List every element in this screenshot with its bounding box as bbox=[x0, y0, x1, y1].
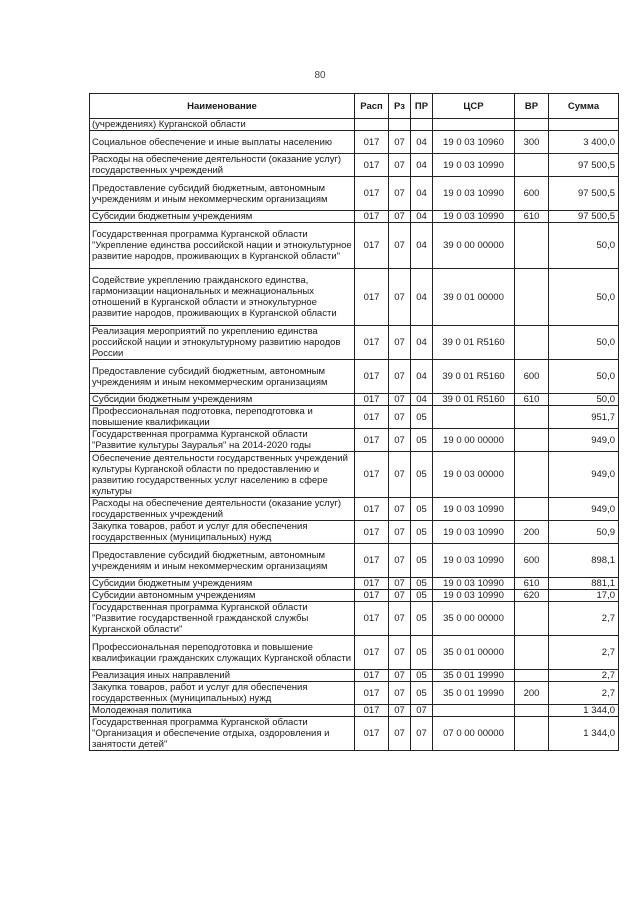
row-csr bbox=[433, 406, 515, 429]
row-name: Реализация иных направлений bbox=[90, 670, 355, 682]
row-vr bbox=[515, 429, 549, 452]
table-row bbox=[90, 590, 619, 602]
row-rasp: 017 bbox=[355, 131, 389, 154]
row-sum: 97 500,5 bbox=[549, 154, 619, 177]
row-pr: 05 bbox=[411, 452, 433, 498]
table-row bbox=[90, 154, 619, 177]
row-sum: 2,7 bbox=[549, 602, 619, 636]
row-rz: 07 bbox=[389, 544, 411, 578]
row-sum: 3 400,0 bbox=[549, 131, 619, 154]
row-csr: 19 0 03 10990 bbox=[433, 544, 515, 578]
row-pr: 07 bbox=[411, 717, 433, 751]
table-row bbox=[90, 670, 619, 682]
row-rz: 07 bbox=[389, 131, 411, 154]
row-csr: 19 0 03 10990 bbox=[433, 177, 515, 211]
row-name: Профессиональная подготовка, переподготовка и повышение квалификации bbox=[90, 406, 355, 429]
row-rz: 07 bbox=[389, 717, 411, 751]
row-sum: 50,0 bbox=[549, 326, 619, 360]
row-pr: 05 bbox=[411, 682, 433, 705]
row-sum: 2,7 bbox=[549, 636, 619, 670]
row-pr: 05 bbox=[411, 602, 433, 636]
row-sum: 2,7 bbox=[549, 670, 619, 682]
row-rz: 07 bbox=[389, 177, 411, 211]
row-vr bbox=[515, 717, 549, 751]
row-rasp: 017 bbox=[355, 406, 389, 429]
row-csr: 19 0 03 10990 bbox=[433, 590, 515, 602]
row-vr bbox=[515, 602, 549, 636]
row-rasp: 017 bbox=[355, 602, 389, 636]
table-row bbox=[90, 498, 619, 521]
row-rasp: 017 bbox=[355, 326, 389, 360]
row-vr bbox=[515, 670, 549, 682]
row-rasp: 017 bbox=[355, 211, 389, 223]
row-csr: 35 0 01 00000 bbox=[433, 636, 515, 670]
row-sum: 97 500,5 bbox=[549, 177, 619, 211]
row-vr bbox=[515, 406, 549, 429]
table-row bbox=[90, 717, 619, 751]
row-vr: 600 bbox=[515, 360, 549, 394]
row-pr: 05 bbox=[411, 498, 433, 521]
header-rz: Рз bbox=[389, 94, 411, 119]
row-sum: 50,0 bbox=[549, 394, 619, 406]
row-name: Субсидии бюджетным учреждениям bbox=[90, 394, 355, 406]
row-name: Государственная программа Курганской области "Развитие государственной гражданской службы Курганской области" bbox=[90, 602, 355, 636]
row-rasp bbox=[355, 119, 389, 131]
row-rasp: 017 bbox=[355, 360, 389, 394]
row-rz: 07 bbox=[389, 223, 411, 269]
table-row bbox=[90, 131, 619, 154]
row-sum: 50,0 bbox=[549, 223, 619, 269]
row-name: Предоставление субсидий бюджетным, автономным учреждениям и иным некоммерческим организациям bbox=[90, 544, 355, 578]
row-sum: 17,0 bbox=[549, 590, 619, 602]
row-rasp: 017 bbox=[355, 498, 389, 521]
row-rasp: 017 bbox=[355, 578, 389, 590]
row-rasp: 017 bbox=[355, 636, 389, 670]
row-rz: 07 bbox=[389, 211, 411, 223]
row-csr: 39 0 00 00000 bbox=[433, 223, 515, 269]
row-name: Реализация мероприятий по укреплению единства российской нации и этнокультурному развитию народов России bbox=[90, 326, 355, 360]
row-vr bbox=[515, 326, 549, 360]
row-sum: 50,9 bbox=[549, 521, 619, 544]
row-name: Расходы на обеспечение деятельности (оказание услуг) государственных учреждений bbox=[90, 154, 355, 177]
row-vr bbox=[515, 119, 549, 131]
table-row bbox=[90, 452, 619, 498]
row-csr: 19 0 03 10990 bbox=[433, 498, 515, 521]
row-sum: 50,0 bbox=[549, 269, 619, 326]
row-pr: 05 bbox=[411, 406, 433, 429]
header-rasp: Расп bbox=[355, 94, 389, 119]
row-csr: 19 0 00 00000 bbox=[433, 429, 515, 452]
row-sum: 97 500,5 bbox=[549, 211, 619, 223]
table-row bbox=[90, 578, 619, 590]
row-name: Субсидии бюджетным учреждениям bbox=[90, 578, 355, 590]
row-vr bbox=[515, 452, 549, 498]
row-name: Обеспечение деятельности государственных учреждений культуры Курганской области по предоставлению и развитию государственных услуг населению в сфере культуры bbox=[90, 452, 355, 498]
row-sum: 881,1 bbox=[549, 578, 619, 590]
row-rz: 07 bbox=[389, 670, 411, 682]
header-name: Наименование bbox=[90, 94, 355, 119]
row-pr: 04 bbox=[411, 326, 433, 360]
row-pr: 07 bbox=[411, 705, 433, 717]
row-name: (учреждениях) Курганской области bbox=[90, 119, 355, 131]
row-rz: 07 bbox=[389, 682, 411, 705]
row-rasp: 017 bbox=[355, 544, 389, 578]
row-rz: 07 bbox=[389, 498, 411, 521]
header-pr: ПР bbox=[411, 94, 433, 119]
header-vr: ВР bbox=[515, 94, 549, 119]
row-rasp: 017 bbox=[355, 670, 389, 682]
row-csr bbox=[433, 705, 515, 717]
row-pr: 05 bbox=[411, 590, 433, 602]
row-name: Субсидии автономным учреждениям bbox=[90, 590, 355, 602]
row-rasp: 017 bbox=[355, 717, 389, 751]
row-rz: 07 bbox=[389, 578, 411, 590]
row-pr: 05 bbox=[411, 636, 433, 670]
row-pr: 04 bbox=[411, 269, 433, 326]
row-name: Государственная программа Курганской области "Организация и обеспечение отдыха, оздоровления и занятости детей" bbox=[90, 717, 355, 751]
row-name: Предоставление субсидий бюджетным, автономным учреждениям и иным некоммерческим организациям bbox=[90, 360, 355, 394]
row-name: Субсидии бюджетным учреждениям bbox=[90, 211, 355, 223]
row-rz: 07 bbox=[389, 269, 411, 326]
table-row bbox=[90, 326, 619, 360]
row-vr: 200 bbox=[515, 682, 549, 705]
row-rz bbox=[389, 119, 411, 131]
row-sum: 951,7 bbox=[549, 406, 619, 429]
row-rz: 07 bbox=[389, 636, 411, 670]
row-rasp: 017 bbox=[355, 154, 389, 177]
row-csr: 19 0 03 00000 bbox=[433, 452, 515, 498]
row-sum: 949,0 bbox=[549, 429, 619, 452]
row-rasp: 017 bbox=[355, 590, 389, 602]
row-csr: 07 0 00 00000 bbox=[433, 717, 515, 751]
row-vr: 610 bbox=[515, 394, 549, 406]
table-row bbox=[90, 544, 619, 578]
row-name: Молодежная политика bbox=[90, 705, 355, 717]
row-vr bbox=[515, 636, 549, 670]
row-vr: 610 bbox=[515, 578, 549, 590]
row-vr bbox=[515, 498, 549, 521]
row-rz: 07 bbox=[389, 590, 411, 602]
row-rasp: 017 bbox=[355, 177, 389, 211]
table-row bbox=[90, 269, 619, 326]
row-name: Государственная программа Курганской области "Укрепление единства российской нации и этнокультурное развитие народов, проживающих в Курганской области" bbox=[90, 223, 355, 269]
row-vr: 600 bbox=[515, 544, 549, 578]
table-row bbox=[90, 602, 619, 636]
row-pr: 04 bbox=[411, 131, 433, 154]
table-header-row bbox=[90, 94, 619, 119]
header-sum: Сумма bbox=[549, 94, 619, 119]
header-csr: ЦСР bbox=[433, 94, 515, 119]
row-csr bbox=[433, 119, 515, 131]
row-sum: 949,0 bbox=[549, 498, 619, 521]
row-vr bbox=[515, 269, 549, 326]
row-rasp: 017 bbox=[355, 269, 389, 326]
row-pr: 04 bbox=[411, 223, 433, 269]
row-vr bbox=[515, 223, 549, 269]
row-csr: 35 0 01 19990 bbox=[433, 682, 515, 705]
row-csr: 39 0 01 R5160 bbox=[433, 394, 515, 406]
row-csr: 19 0 03 10990 bbox=[433, 154, 515, 177]
budget-table bbox=[89, 93, 619, 751]
table-row bbox=[90, 360, 619, 394]
row-name: Государственная программа Курганской области "Развитие культуры Зауралья" на 2014-2020 годы bbox=[90, 429, 355, 452]
row-vr: 300 bbox=[515, 131, 549, 154]
row-rz: 07 bbox=[389, 394, 411, 406]
row-csr: 35 0 00 00000 bbox=[433, 602, 515, 636]
row-pr: 05 bbox=[411, 544, 433, 578]
row-name: Профессиональная переподготовка и повышение квалификации гражданских служащих Курганской области bbox=[90, 636, 355, 670]
row-pr: 04 bbox=[411, 211, 433, 223]
row-rz: 07 bbox=[389, 429, 411, 452]
row-rasp: 017 bbox=[355, 223, 389, 269]
row-rz: 07 bbox=[389, 406, 411, 429]
row-sum: 898,1 bbox=[549, 544, 619, 578]
row-sum: 1 344,0 bbox=[549, 705, 619, 717]
table-row bbox=[90, 705, 619, 717]
row-vr: 620 bbox=[515, 590, 549, 602]
row-vr: 600 bbox=[515, 177, 549, 211]
row-rasp: 017 bbox=[355, 682, 389, 705]
row-pr: 04 bbox=[411, 154, 433, 177]
row-rasp: 017 bbox=[355, 452, 389, 498]
row-vr: 610 bbox=[515, 211, 549, 223]
row-rasp: 017 bbox=[355, 429, 389, 452]
row-vr: 200 bbox=[515, 521, 549, 544]
row-name: Социальное обеспечение и иные выплаты населению bbox=[90, 131, 355, 154]
row-sum bbox=[549, 119, 619, 131]
table-row bbox=[90, 682, 619, 705]
row-sum: 949,0 bbox=[549, 452, 619, 498]
row-csr: 19 0 03 10990 bbox=[433, 521, 515, 544]
row-pr: 05 bbox=[411, 578, 433, 590]
row-csr: 39 0 01 R5160 bbox=[433, 360, 515, 394]
row-pr bbox=[411, 119, 433, 131]
table-row bbox=[90, 119, 619, 131]
row-rz: 07 bbox=[389, 521, 411, 544]
row-name: Закупка товаров, работ и услуг для обеспечения государственных (муниципальных) нужд bbox=[90, 521, 355, 544]
row-pr: 05 bbox=[411, 670, 433, 682]
row-csr: 35 0 01 19990 bbox=[433, 670, 515, 682]
row-csr: 19 0 03 10990 bbox=[433, 578, 515, 590]
row-rz: 07 bbox=[389, 452, 411, 498]
row-rz: 07 bbox=[389, 360, 411, 394]
row-name: Расходы на обеспечение деятельности (оказание услуг) государственных учреждений bbox=[90, 498, 355, 521]
table-row bbox=[90, 429, 619, 452]
row-rasp: 017 bbox=[355, 394, 389, 406]
row-name: Содействие укреплению гражданского единства, гармонизации национальных и межнациональных отношений в Курганской области и этнокультурное развитие народов, проживающих в Курганской области bbox=[90, 269, 355, 326]
row-pr: 04 bbox=[411, 394, 433, 406]
row-sum: 2,7 bbox=[549, 682, 619, 705]
table-row bbox=[90, 177, 619, 211]
row-sum: 1 344,0 bbox=[549, 717, 619, 751]
table-row bbox=[90, 394, 619, 406]
row-sum: 50,0 bbox=[549, 360, 619, 394]
row-rz: 07 bbox=[389, 154, 411, 177]
row-csr: 19 0 03 10990 bbox=[433, 211, 515, 223]
row-csr: 19 0 03 10960 bbox=[433, 131, 515, 154]
row-rz: 07 bbox=[389, 326, 411, 360]
row-pr: 04 bbox=[411, 177, 433, 211]
table-row bbox=[90, 636, 619, 670]
row-rasp: 017 bbox=[355, 521, 389, 544]
table-row bbox=[90, 521, 619, 544]
row-pr: 04 bbox=[411, 360, 433, 394]
row-name: Предоставление субсидий бюджетным, автономным учреждениям и иным некоммерческим организациям bbox=[90, 177, 355, 211]
row-rz: 07 bbox=[389, 705, 411, 717]
row-vr bbox=[515, 154, 549, 177]
row-csr: 39 0 01 R5160 bbox=[433, 326, 515, 360]
row-rasp: 017 bbox=[355, 705, 389, 717]
table-row bbox=[90, 211, 619, 223]
row-csr: 39 0 01 00000 bbox=[433, 269, 515, 326]
row-name: Закупка товаров, работ и услуг для обеспечения государственных (муниципальных) нужд bbox=[90, 682, 355, 705]
row-pr: 05 bbox=[411, 429, 433, 452]
row-pr: 05 bbox=[411, 521, 433, 544]
row-rz: 07 bbox=[389, 602, 411, 636]
table-row bbox=[90, 406, 619, 429]
page-number: 80 bbox=[314, 70, 326, 81]
row-vr bbox=[515, 705, 549, 717]
table-row bbox=[90, 223, 619, 269]
